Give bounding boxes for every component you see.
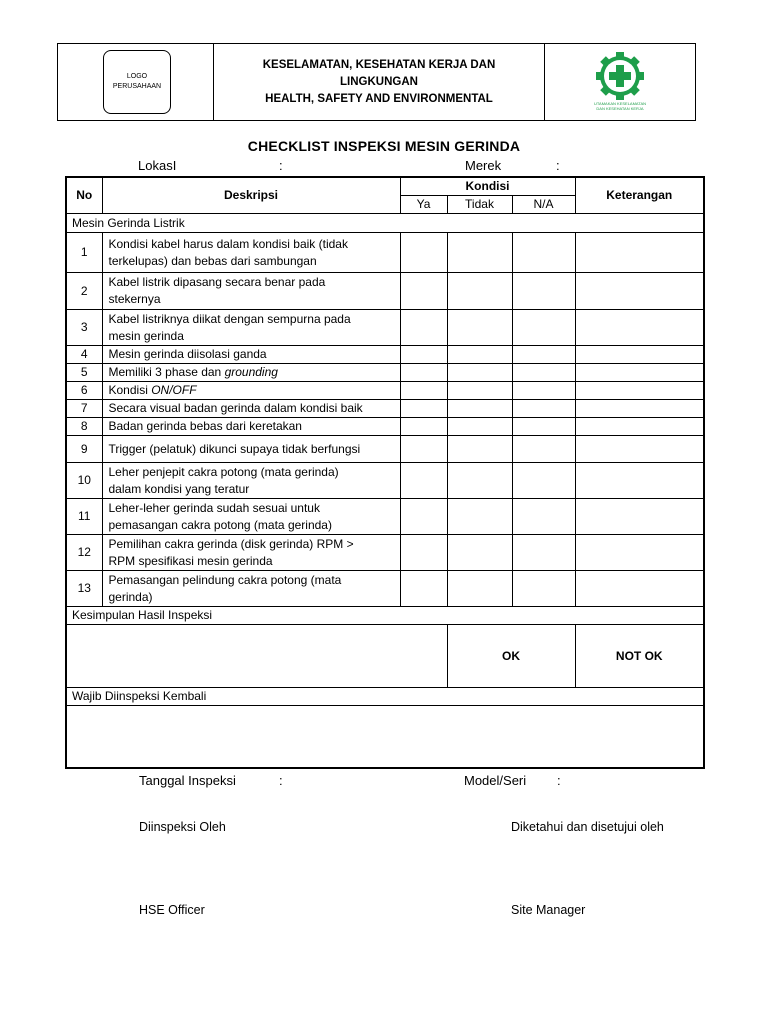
na-checkbox-cell[interactable]	[512, 463, 575, 499]
table-row	[66, 310, 704, 346]
ya-checkbox-cell[interactable]	[400, 382, 447, 400]
na-checkbox-cell[interactable]	[512, 535, 575, 571]
description-line2: gerinda)	[108, 589, 153, 604]
keterangan-cell[interactable]	[575, 571, 704, 607]
keterangan-cell[interactable]	[575, 418, 704, 436]
kesimpulan-notes-cell[interactable]	[66, 625, 447, 688]
keterangan-cell[interactable]	[575, 400, 704, 418]
na-checkbox-cell[interactable]	[512, 382, 575, 400]
ya-checkbox-cell[interactable]	[400, 463, 447, 499]
kesimpulan-label-row	[66, 607, 704, 625]
row-number: 8	[66, 418, 102, 436]
na-checkbox-cell[interactable]	[512, 310, 575, 346]
na-checkbox-cell[interactable]	[512, 571, 575, 607]
row-description	[102, 499, 400, 535]
keterangan-cell[interactable]	[575, 463, 704, 499]
header-title-line1: KESELAMATAN, KESEHATAN KERJA DAN	[262, 58, 496, 71]
keterangan-cell[interactable]	[575, 233, 704, 273]
row-number: 2	[66, 273, 102, 310]
row-number: 11	[66, 499, 102, 535]
row-number: 13	[66, 571, 102, 607]
table-row	[66, 346, 704, 364]
tidak-checkbox-cell[interactable]	[447, 418, 512, 436]
row-description	[102, 233, 400, 273]
wajib-label-row	[66, 688, 704, 706]
table-header-row	[66, 177, 704, 196]
col-header-kondisi: Kondisi	[400, 177, 575, 196]
company-logo-cell	[58, 44, 214, 120]
description-line1: Mesin gerinda diisolasi ganda	[108, 347, 267, 361]
description-line1: Kondisi kabel harus dalam kondisi baik (tidak	[108, 236, 348, 251]
row-description	[102, 535, 400, 571]
row-number: 1	[66, 233, 102, 273]
header-title-line3: HEALTH, SAFETY AND ENVIRONMENTAL	[265, 92, 493, 105]
description-line1: Pemilihan cakra gerinda (disk gerinda) RPM >	[108, 536, 354, 551]
keterangan-cell[interactable]	[575, 499, 704, 535]
keterangan-cell[interactable]	[575, 273, 704, 310]
row-number: 12	[66, 535, 102, 571]
table-row	[66, 571, 704, 607]
row-number: 9	[66, 436, 102, 463]
table-row	[66, 418, 704, 436]
ya-checkbox-cell[interactable]	[400, 233, 447, 273]
hse-officer-label: HSE Officer	[139, 903, 205, 917]
na-checkbox-cell[interactable]	[512, 436, 575, 463]
row-number: 6	[66, 382, 102, 400]
emblem-caption-line1: UTAMAKAN KESELAMATAN	[593, 101, 647, 106]
wajib-row	[66, 706, 704, 768]
ya-checkbox-cell[interactable]	[400, 499, 447, 535]
na-checkbox-cell[interactable]	[512, 499, 575, 535]
tidak-checkbox-cell[interactable]	[447, 436, 512, 463]
row-description	[102, 571, 400, 607]
row-description	[102, 273, 400, 310]
company-logo-placeholder	[103, 50, 171, 114]
table-row	[66, 382, 704, 400]
tidak-checkbox-cell[interactable]	[447, 499, 512, 535]
model-seri-label: Model/Seri	[464, 773, 527, 788]
ya-checkbox-cell[interactable]	[400, 400, 447, 418]
ya-checkbox-cell[interactable]	[400, 571, 447, 607]
merek-label: Merek	[465, 158, 502, 173]
na-checkbox-cell[interactable]	[512, 418, 575, 436]
keterangan-cell[interactable]	[575, 364, 704, 382]
row-description	[102, 364, 400, 382]
table-row	[66, 233, 704, 273]
na-checkbox-cell[interactable]	[512, 233, 575, 273]
description-italic: grounding	[224, 365, 278, 379]
description-line1: Badan gerinda bebas dari keretakan	[108, 419, 302, 433]
row-description	[102, 418, 400, 436]
table-row	[66, 400, 704, 418]
row-number: 7	[66, 400, 102, 418]
col-header-keterangan: Keterangan	[575, 177, 704, 214]
tidak-checkbox-cell[interactable]	[447, 535, 512, 571]
k3-gear-cross-icon	[589, 49, 651, 115]
description-line2: stekernya	[108, 292, 161, 306]
tidak-checkbox-cell[interactable]	[447, 400, 512, 418]
diinspeksi-oleh-label: Diinspeksi Oleh	[139, 820, 226, 834]
document-header	[57, 43, 696, 121]
row-number: 10	[66, 463, 102, 499]
table-row	[66, 436, 704, 463]
description-line1: Kondisi	[108, 383, 152, 397]
checklist-table	[65, 176, 705, 769]
ya-checkbox-cell[interactable]	[400, 346, 447, 364]
ya-checkbox-cell[interactable]	[400, 273, 447, 310]
description-line1: Pemasangan pelindung cakra potong (mata	[108, 572, 342, 587]
tidak-checkbox-cell[interactable]	[447, 273, 512, 310]
row-description	[102, 382, 400, 400]
logo-text-line2: PERUSAHAAN	[112, 83, 162, 90]
table-row	[66, 535, 704, 571]
table-row	[66, 364, 704, 382]
col-header-ya: Ya	[400, 196, 447, 214]
description-line2: dalam kondisi yang teratur	[108, 481, 250, 496]
header-title	[214, 44, 545, 120]
description-line1: Leher-leher gerinda sudah sesuai untuk	[108, 500, 320, 515]
k3-emblem-cell	[545, 44, 695, 120]
ya-checkbox-cell[interactable]	[400, 418, 447, 436]
description-line1: Kabel listrik dipasang secara benar pada	[108, 275, 326, 289]
wajib-label: Wajib Diinspeksi Kembali	[66, 688, 704, 706]
na-checkbox-cell[interactable]	[512, 273, 575, 310]
na-checkbox-cell[interactable]	[512, 400, 575, 418]
tidak-checkbox-cell[interactable]	[447, 233, 512, 273]
lokasi-label: LokasI	[138, 158, 177, 173]
row-description	[102, 436, 400, 463]
page-title: CHECKLIST INSPEKSI MESIN GERINDA	[247, 138, 521, 154]
logo-text-line1: LOGO	[126, 73, 148, 80]
kesimpulan-row	[66, 625, 704, 688]
ya-checkbox-cell[interactable]	[400, 535, 447, 571]
description-line2: terkelupas) dan bebas dari sambungan	[108, 253, 317, 268]
description-line1: Leher penjepit cakra potong (mata gerinda)	[108, 464, 339, 479]
merek-colon: :	[556, 158, 560, 173]
na-checkbox-cell[interactable]	[512, 346, 575, 364]
ya-checkbox-cell[interactable]	[400, 364, 447, 382]
site-manager-label: Site Manager	[511, 903, 586, 917]
row-number: 3	[66, 310, 102, 346]
description-line2: pemasangan cakra potong (mata gerinda)	[108, 517, 332, 532]
keterangan-cell[interactable]	[575, 310, 704, 346]
row-description	[102, 310, 400, 346]
description-line1: Kabel listriknya diikat dengan sempurna pada	[108, 311, 351, 326]
diketahui-label: Diketahui dan disetujui oleh	[511, 820, 664, 834]
table-row	[66, 499, 704, 535]
table-row	[66, 463, 704, 499]
description-line1: Memiliki 3 phase dan	[108, 365, 225, 379]
col-header-no: No	[66, 177, 102, 214]
not-ok-option[interactable]: NOT OK	[575, 625, 704, 688]
ya-checkbox-cell[interactable]	[400, 310, 447, 346]
row-description	[102, 346, 400, 364]
row-number: 4	[66, 346, 102, 364]
kesimpulan-label: Kesimpulan Hasil Inspeksi	[66, 607, 704, 625]
tanggal-inspeksi-label: Tanggal Inspeksi	[139, 773, 236, 788]
keterangan-cell[interactable]	[575, 382, 704, 400]
keterangan-cell[interactable]	[575, 535, 704, 571]
tidak-checkbox-cell[interactable]	[447, 382, 512, 400]
tidak-checkbox-cell[interactable]	[447, 310, 512, 346]
row-number: 5	[66, 364, 102, 382]
table-row	[66, 273, 704, 310]
section-title: Mesin Gerinda Listrik	[66, 214, 704, 233]
wajib-notes-cell[interactable]	[66, 706, 704, 768]
header-title-line2: LINGKUNGAN	[340, 75, 418, 88]
description-line1: Trigger (pelatuk) dikunci supaya tidak berfungsi	[108, 441, 361, 456]
emblem-caption-line2: DAN KESEHATAN KERJA	[596, 106, 644, 111]
ok-option[interactable]: OK	[447, 625, 575, 688]
section-row	[66, 214, 704, 233]
model-colon: :	[557, 773, 561, 788]
col-header-tidak: Tidak	[447, 196, 512, 214]
tidak-checkbox-cell[interactable]	[447, 463, 512, 499]
na-checkbox-cell[interactable]	[512, 364, 575, 382]
description-line1: Secara visual badan gerinda dalam kondisi baik	[108, 401, 363, 415]
description-italic: ON/OFF	[151, 383, 197, 397]
col-header-deskripsi: Deskripsi	[102, 177, 400, 214]
col-header-na: N/A	[512, 196, 575, 214]
tidak-checkbox-cell[interactable]	[447, 346, 512, 364]
description-line2: RPM spesifikasi mesin gerinda	[108, 553, 273, 568]
row-description	[102, 400, 400, 418]
description-line2: mesin gerinda	[108, 328, 184, 343]
tanggal-colon: :	[279, 773, 283, 788]
tidak-checkbox-cell[interactable]	[447, 364, 512, 382]
row-description	[102, 463, 400, 499]
keterangan-cell[interactable]	[575, 346, 704, 364]
keterangan-cell[interactable]	[575, 436, 704, 463]
lokasi-colon: :	[279, 158, 283, 173]
checklist-rows	[66, 233, 704, 607]
ya-checkbox-cell[interactable]	[400, 436, 447, 463]
tidak-checkbox-cell[interactable]	[447, 571, 512, 607]
